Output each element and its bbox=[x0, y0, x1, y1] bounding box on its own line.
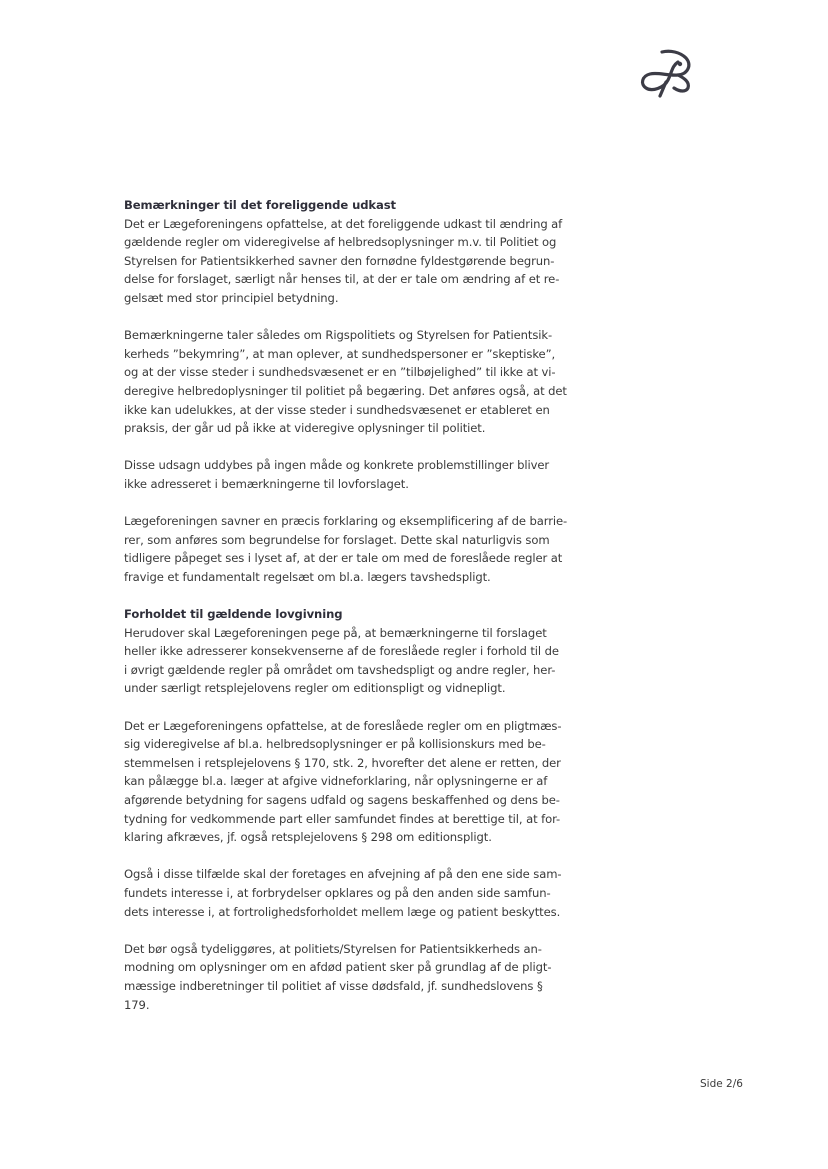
paragraph bbox=[124, 326, 594, 438]
text-line: under særligt retsplejelovens regler om editionspligt og vidnepligt. bbox=[124, 681, 506, 696]
text-line: Disse udsagn uddybes på ingen måde og konkrete problemstillinger bliver bbox=[124, 458, 550, 473]
text-line: mæssige indberetninger til politiet af visse dødsfald, jf. sundhedslovens § bbox=[124, 978, 543, 993]
text-line: i øvrigt gældende regler på området om tavshedspligt og andre regler, her- bbox=[124, 662, 556, 677]
text-line: delse for forslaget, særligt når henses til, at der er tale om ændring af et re- bbox=[124, 272, 560, 287]
text-line: 179. bbox=[124, 997, 150, 1012]
text-line: Styrelsen for Patientsikkerhed savner den fornødne fyldestgørende begrun- bbox=[124, 253, 555, 268]
text-line: gældende regler om videregivelse af helbredsoplysninger m.v. til Politiet og bbox=[124, 235, 557, 250]
text-line: Også i disse tilfælde skal der foretages en afvejning af på den ene side sam- bbox=[124, 867, 562, 882]
text-line: Herudover skal Lægeforeningen pege på, at bemærkningerne til forslaget bbox=[124, 625, 547, 640]
text-line: praksis, der går ud på ikke at videregive oplysninger til politiet. bbox=[124, 421, 486, 436]
page-number: Side 2/6 bbox=[700, 1078, 743, 1090]
text-line: modning om oplysninger om en afdød patient sker på grundlag af de pligt- bbox=[124, 960, 552, 975]
text-line: Bemærkningerne taler således om Rigspolitiets og Styrelsen for Patientsik- bbox=[124, 328, 553, 343]
paragraph bbox=[124, 940, 594, 1014]
paragraph bbox=[124, 512, 594, 586]
text-line: sig videregivelse af bl.a. helbredsoplysninger er på kollisionskurs med be- bbox=[124, 737, 546, 752]
paragraph bbox=[124, 456, 594, 493]
section-heading: Bemærkninger til det foreliggende udkast bbox=[124, 198, 397, 212]
text-line: Det bør også tydeliggøres, at politiets/Styrelsen for Patientsikkerheds an- bbox=[124, 941, 542, 956]
section-heading: Forholdet til gældende lovgivning bbox=[124, 607, 343, 622]
text-line: kerheds ”bekymring”, at man oplever, at sundhedspersoner er ”skeptiske”, bbox=[124, 346, 556, 361]
text-line: ikke adresseret i bemærkningerne til lovforslaget. bbox=[124, 476, 409, 491]
text-line: tydning for vedkommende part eller samfundet findes at berettige til, at for- bbox=[124, 811, 561, 826]
text-line: stemmelsen i retsplejelovens § 170, stk. 2, hvorefter det alene er retten, der bbox=[124, 755, 561, 770]
section-current-legislation bbox=[124, 605, 594, 1014]
section-comments-on-draft bbox=[124, 196, 594, 586]
text-line: klaring afkræves, jf. også retsplejelovens § 298 om editionspligt. bbox=[124, 830, 492, 845]
text-line: kan pålægge bl.a. læger at afgive vidneforklaring, når oplysningerne er af bbox=[124, 774, 548, 789]
organization-logo-icon bbox=[636, 48, 698, 98]
text-line: deregive helbredoplysninger til politiet på begæring. Det anføres også, at det bbox=[124, 383, 567, 398]
text-line: Det er Lægeforeningens opfattelse, at de foreslåede regler om en pligtmæs- bbox=[124, 718, 562, 733]
paragraph bbox=[124, 717, 594, 847]
text-line: rer, som anføres som begrundelse for forslaget. Dette skal naturligvis som bbox=[124, 532, 550, 547]
paragraph bbox=[124, 865, 594, 921]
text-line: heller ikke adresserer konsekvenserne af de foreslåede regler i forhold til de bbox=[124, 644, 559, 659]
text-line: fravige et fundamentalt regelsæt om bl.a. lægers tavshedspligt. bbox=[124, 569, 491, 584]
text-line: afgørende betydning for sagens udfald og sagens beskaffenhed og dens be- bbox=[124, 793, 560, 807]
text-line: ikke kan udelukkes, at der visse steder i sundhedsvæsenet er etableret en bbox=[124, 402, 550, 417]
paragraph bbox=[124, 624, 594, 698]
text-line: Lægeforeningen savner en præcis forklaring og eksemplificering af de barrie- bbox=[124, 514, 568, 529]
text-line: gelsæt med stor principiel betydning. bbox=[124, 290, 339, 305]
text-line: Det er Lægeforeningens opfattelse, at det foreliggende udkast til ændring af bbox=[124, 216, 563, 231]
text-line: dets interesse i, at fortrolighedsforholdet mellem læge og patient beskyttes. bbox=[124, 904, 561, 919]
text-line: fundets interesse i, at forbrydelser opklares og på den anden side samfun- bbox=[124, 885, 551, 900]
document-body bbox=[124, 196, 594, 1033]
text-line: og at der visse steder i sundhedsvæsenet er en ”tilbøjelighed” til ikke at vi- bbox=[124, 365, 556, 380]
text-line: tidligere påpeget ses i lyset af, at der er tale om med de foreslåede regler at bbox=[124, 551, 563, 566]
paragraph bbox=[124, 215, 594, 308]
